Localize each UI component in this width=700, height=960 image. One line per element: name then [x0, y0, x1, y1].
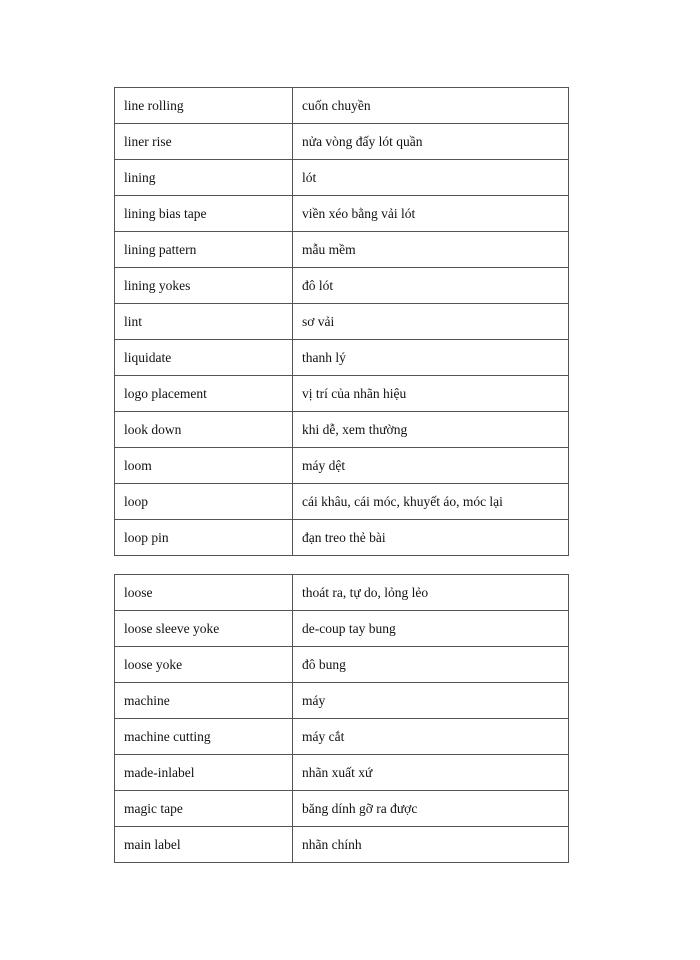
term-cell: loom	[115, 448, 293, 484]
glossary-table-body	[115, 575, 569, 863]
glossary-table-body	[115, 88, 569, 556]
table-row	[115, 484, 569, 520]
definition-cell: viền xéo bằng vải lót	[293, 196, 569, 232]
term-cell: line rolling	[115, 88, 293, 124]
glossary-table	[114, 574, 569, 863]
definition-cell: vị trí của nhãn hiệu	[293, 376, 569, 412]
definition-cell: đạn treo thẻ bài	[293, 520, 569, 556]
definition-cell: thanh lý	[293, 340, 569, 376]
table-row	[115, 647, 569, 683]
table-row	[115, 827, 569, 863]
term-cell: magic tape	[115, 791, 293, 827]
table-row	[115, 448, 569, 484]
term-cell: loose yoke	[115, 647, 293, 683]
term-cell: lining yokes	[115, 268, 293, 304]
term-cell: loose sleeve yoke	[115, 611, 293, 647]
table-row	[115, 611, 569, 647]
table-row	[115, 232, 569, 268]
definition-cell: cái khâu, cái móc, khuyết áo, móc lại	[293, 484, 569, 520]
term-cell: liquidate	[115, 340, 293, 376]
term-cell: look down	[115, 412, 293, 448]
term-cell: loop pin	[115, 520, 293, 556]
term-cell: lining bias tape	[115, 196, 293, 232]
table-row	[115, 376, 569, 412]
definition-cell: máy dệt	[293, 448, 569, 484]
term-cell: liner rise	[115, 124, 293, 160]
definition-cell: sơ vải	[293, 304, 569, 340]
table-row	[115, 755, 569, 791]
term-cell: main label	[115, 827, 293, 863]
term-cell: lining	[115, 160, 293, 196]
table-row	[115, 719, 569, 755]
term-cell: lining pattern	[115, 232, 293, 268]
table-row	[115, 791, 569, 827]
term-cell: loop	[115, 484, 293, 520]
definition-cell: nhãn xuất xứ	[293, 755, 569, 791]
table-row	[115, 412, 569, 448]
table-row	[115, 575, 569, 611]
table-row	[115, 124, 569, 160]
definition-cell: băng dính gỡ ra được	[293, 791, 569, 827]
definition-cell: mẫu mềm	[293, 232, 569, 268]
table-row	[115, 268, 569, 304]
table-row	[115, 520, 569, 556]
definition-cell: thoát ra, tự do, lỏng lẻo	[293, 575, 569, 611]
definition-cell: máy cắt	[293, 719, 569, 755]
definition-cell: nhãn chính	[293, 827, 569, 863]
glossary-table	[114, 87, 569, 556]
definition-cell: đô lót	[293, 268, 569, 304]
definition-cell: de-coup tay bung	[293, 611, 569, 647]
definition-cell: máy	[293, 683, 569, 719]
term-cell: logo placement	[115, 376, 293, 412]
table-row	[115, 196, 569, 232]
definition-cell: nửa vòng đấy lót quần	[293, 124, 569, 160]
definition-cell: lót	[293, 160, 569, 196]
term-cell: lint	[115, 304, 293, 340]
table-row	[115, 160, 569, 196]
term-cell: loose	[115, 575, 293, 611]
term-cell: made-inlabel	[115, 755, 293, 791]
definition-cell: đô bung	[293, 647, 569, 683]
term-cell: machine	[115, 683, 293, 719]
table-row	[115, 340, 569, 376]
table-row	[115, 683, 569, 719]
definition-cell: cuốn chuyền	[293, 88, 569, 124]
definition-cell: khi dễ, xem thường	[293, 412, 569, 448]
table-row	[115, 88, 569, 124]
term-cell: machine cutting	[115, 719, 293, 755]
table-row	[115, 304, 569, 340]
